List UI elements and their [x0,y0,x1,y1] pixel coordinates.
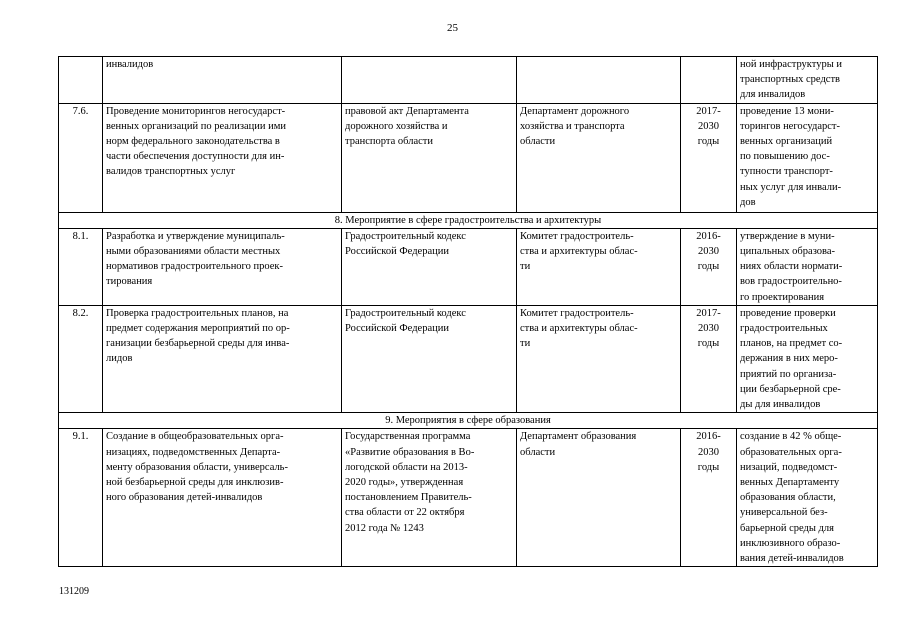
measure-name: Проведение мониторингов негосударст- венных организаций по реализации ими норм федерального законодательства в части обеспечения доступности для ин- валидов транспортных услуг [103,103,342,212]
expected-result: ной инфраструктуры и транспортных средств для инвалидов [737,57,878,104]
years: 2016- 2030 годы [681,429,737,567]
expected-result: проведение проверки градостроительных планов, на предмет со- держания в них меро- приятий по организа- ции безбарьерной сре- ды для инвалидов [737,305,878,412]
measure-name: Разработка и утверждение муниципаль- ными образованиями области местных нормативов градостроительного проек- тирования [103,228,342,305]
years [681,57,737,104]
executor: Департамент дорожного хозяйства и транспорта области [517,103,681,212]
table-row [59,305,878,412]
table-row [59,57,878,104]
section-header [59,413,878,429]
row-number: 8.2. [59,305,103,412]
section-title: 8. Мероприятие в сфере градостроительства и архитектуры [59,212,878,228]
legal-basis: Государственная программа «Развитие образования в Во- логодской области на 2013- 2020 годы», утвержденная постановлением Правитель- ства области от 22 октября 2012 года № 1243 [342,429,517,567]
executor [517,57,681,104]
section-title: 9. Мероприятия в сфере образования [59,413,878,429]
years: 2017- 2030 годы [681,103,737,212]
table-row [59,429,878,567]
measures-table [58,56,878,567]
row-number: 7.6. [59,103,103,212]
measure-name: Проверка градостроительных планов, на предмет содержания мероприятий по ор- ганизации безбарьерной среды для инва- лидов [103,305,342,412]
section-header [59,212,878,228]
expected-result: создание в 42 % обще- образовательных орга- низаций, подведомст- венных Департаменту образования области, универсальной без- барьерной среды для инклюзивного образо- вания детей-инвалидов [737,429,878,567]
executor: Комитет градостроитель- ства и архитектуры облас- ти [517,305,681,412]
document-code: 131209 [59,586,89,597]
years: 2016- 2030 годы [681,228,737,305]
table-row [59,103,878,212]
page-number: 25 [447,22,458,34]
legal-basis: Градостроительный кодекс Российской Федерации [342,228,517,305]
executor: Департамент образования области [517,429,681,567]
legal-basis: Градостроительный кодекс Российской Федерации [342,305,517,412]
expected-result: утверждение в муни- ципальных образова- ниях области нормати- вов градостроительно- го проектирования [737,228,878,305]
executor: Комитет градостроитель- ства и архитектуры облас- ти [517,228,681,305]
measure-name: инвалидов [103,57,342,104]
legal-basis [342,57,517,104]
row-number [59,57,103,104]
row-number: 9.1. [59,429,103,567]
legal-basis: правовой акт Департамента дорожного хозяйства и транспорта области [342,103,517,212]
measure-name: Создание в общеобразовательных орга- низациях, подведомственных Департа- менту образования области, универсаль- ной безбарьерной среды для инклюзив- ного образования детей-инвалидов [103,429,342,567]
table-row [59,228,878,305]
years: 2017- 2030 годы [681,305,737,412]
row-number: 8.1. [59,228,103,305]
expected-result: проведение 13 мони- торингов негосударст- венных организаций по повышению дос- тупности транспорт- ных услуг для инвали- дов [737,103,878,212]
